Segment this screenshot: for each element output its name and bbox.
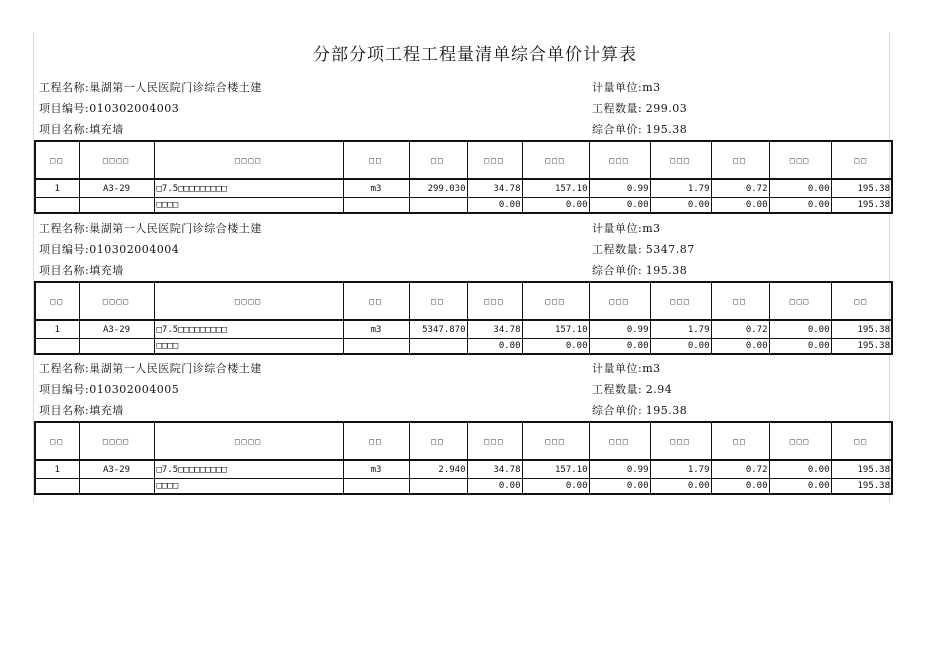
subtotal-profit-cell: 0.00 — [711, 339, 769, 355]
subtotal-quota-name-cell: □□□□ — [154, 479, 343, 495]
column-header-5: □□ — [409, 422, 467, 460]
machine-cell: 0.99 — [589, 179, 650, 198]
unit-label: 计量单位: — [592, 81, 643, 94]
column-header-7: □□□ — [522, 282, 589, 320]
item-name-value: 填充墙 — [89, 404, 124, 417]
item-name-label: 项目名称: — [39, 264, 90, 277]
subtotal-subtotal-cell: 195.38 — [831, 479, 892, 495]
unit-price-label: 综合单价: — [592, 404, 643, 417]
item-block — [34, 77, 891, 214]
seq-cell: 1 — [35, 460, 79, 479]
quantity-value: 5347.87 — [645, 243, 695, 256]
price-table — [34, 140, 893, 214]
table-row — [35, 460, 892, 479]
column-header-3: □□□□ — [154, 141, 343, 179]
project-name-value: 巢湖第一人民医院门诊综合楼土建 — [89, 81, 262, 94]
subtotal-management-cell: 0.00 — [650, 339, 711, 355]
subtotal-quota-name-cell: □□□□ — [154, 339, 343, 355]
subtotal-machine-cell: 0.00 — [589, 339, 650, 355]
unit-price-value: 195.38 — [645, 123, 688, 136]
info-row-item — [34, 400, 891, 421]
unit-price-value: 195.38 — [645, 404, 688, 417]
column-header-12: □□ — [831, 282, 892, 320]
subtotal-row — [35, 198, 892, 214]
project-name-value: 巢湖第一人民医院门诊综合楼土建 — [89, 362, 262, 375]
subtotal-seq-cell — [35, 339, 79, 355]
column-header-7: □□□ — [522, 141, 589, 179]
column-header-9: □□□ — [650, 282, 711, 320]
code-label: 项目编号: — [39, 383, 90, 396]
unit-value: m3 — [642, 81, 661, 94]
subtotal-cell: 195.38 — [831, 460, 892, 479]
column-header-8: □□□ — [589, 141, 650, 179]
column-header-11: □□□ — [769, 282, 831, 320]
unit-label: 计量单位: — [592, 362, 643, 375]
subtotal-quota-code-cell — [79, 479, 154, 495]
table-header-row — [35, 282, 892, 320]
subtotal-row — [35, 479, 892, 495]
subtotal-quantity-cell — [409, 198, 467, 214]
column-header-1: □□ — [35, 141, 79, 179]
column-header-12: □□ — [831, 141, 892, 179]
subtotal-risk-cell: 0.00 — [769, 198, 831, 214]
item-block — [34, 358, 891, 495]
subtotal-profit-cell: 0.00 — [711, 479, 769, 495]
subtotal-material-cell: 0.00 — [522, 339, 589, 355]
column-header-2: □□□□ — [79, 422, 154, 460]
quantity-label: 工程数量: — [592, 383, 643, 396]
column-header-3: □□□□ — [154, 282, 343, 320]
price-table — [34, 281, 893, 355]
code-value: 010302004004 — [89, 243, 180, 256]
column-header-6: □□□ — [467, 282, 522, 320]
column-header-4: □□ — [343, 282, 409, 320]
management-cell: 1.79 — [650, 320, 711, 339]
column-header-3: □□□□ — [154, 422, 343, 460]
column-header-11: □□□ — [769, 422, 831, 460]
column-header-8: □□□ — [589, 282, 650, 320]
unit-cell: m3 — [343, 320, 409, 339]
item-name-value: 填充墙 — [89, 264, 124, 277]
column-header-2: □□□□ — [79, 141, 154, 179]
column-header-6: □□□ — [467, 141, 522, 179]
subtotal-material-cell: 0.00 — [522, 198, 589, 214]
project-name-label: 工程名称: — [39, 81, 90, 94]
labor-cell: 34.78 — [467, 460, 522, 479]
seq-cell: 1 — [35, 320, 79, 339]
item-name-value: 填充墙 — [89, 123, 124, 136]
subtotal-labor-cell: 0.00 — [467, 479, 522, 495]
subtotal-material-cell: 0.00 — [522, 479, 589, 495]
column-header-4: □□ — [343, 141, 409, 179]
unit-price-value: 195.38 — [645, 264, 688, 277]
material-cell: 157.10 — [522, 320, 589, 339]
subtotal-cell: 195.38 — [831, 320, 892, 339]
subtotal-unit-cell — [343, 198, 409, 214]
subtotal-machine-cell: 0.00 — [589, 479, 650, 495]
quantity-value: 299.03 — [645, 102, 688, 115]
code-label: 项目编号: — [39, 243, 90, 256]
subtotal-seq-cell — [35, 479, 79, 495]
info-row-code — [34, 239, 891, 260]
subtotal-quantity-cell — [409, 479, 467, 495]
seq-cell: 1 — [35, 179, 79, 198]
unit-price-label: 综合单价: — [592, 123, 643, 136]
subtotal-cell: 195.38 — [831, 179, 892, 198]
info-row-item — [34, 119, 891, 140]
subtotal-subtotal-cell: 195.38 — [831, 198, 892, 214]
unit-value: m3 — [642, 362, 661, 375]
column-header-10: □□ — [711, 282, 769, 320]
info-row-project — [34, 77, 891, 98]
subtotal-quota-name-cell: □□□□ — [154, 198, 343, 214]
project-name-label: 工程名称: — [39, 222, 90, 235]
column-header-9: □□□ — [650, 422, 711, 460]
column-header-7: □□□ — [522, 422, 589, 460]
risk-cell: 0.00 — [769, 320, 831, 339]
labor-cell: 34.78 — [467, 179, 522, 198]
column-header-2: □□□□ — [79, 282, 154, 320]
column-header-12: □□ — [831, 422, 892, 460]
subtotal-labor-cell: 0.00 — [467, 339, 522, 355]
subtotal-management-cell: 0.00 — [650, 198, 711, 214]
material-cell: 157.10 — [522, 179, 589, 198]
unit-cell: m3 — [343, 179, 409, 198]
column-header-4: □□ — [343, 422, 409, 460]
column-header-5: □□ — [409, 282, 467, 320]
machine-cell: 0.99 — [589, 320, 650, 339]
subtotal-subtotal-cell: 195.38 — [831, 339, 892, 355]
subtotal-row — [35, 339, 892, 355]
risk-cell: 0.00 — [769, 179, 831, 198]
quantity-cell: 299.030 — [409, 179, 467, 198]
code-value: 010302004003 — [89, 102, 180, 115]
info-row-item — [34, 260, 891, 281]
quantity-cell: 5347.870 — [409, 320, 467, 339]
quota-code-cell: A3-29 — [79, 460, 154, 479]
subtotal-risk-cell: 0.00 — [769, 339, 831, 355]
project-name-label: 工程名称: — [39, 362, 90, 375]
quantity-value: 2.94 — [645, 383, 673, 396]
subtotal-management-cell: 0.00 — [650, 479, 711, 495]
subtotal-quota-code-cell — [79, 339, 154, 355]
column-header-8: □□□ — [589, 422, 650, 460]
profit-cell: 0.72 — [711, 320, 769, 339]
column-header-6: □□□ — [467, 422, 522, 460]
subtotal-risk-cell: 0.00 — [769, 479, 831, 495]
profit-cell: 0.72 — [711, 460, 769, 479]
column-header-5: □□ — [409, 141, 467, 179]
column-header-1: □□ — [35, 282, 79, 320]
quantity-label: 工程数量: — [592, 243, 643, 256]
subtotal-quota-code-cell — [79, 198, 154, 214]
quota-code-cell: A3-29 — [79, 179, 154, 198]
quota-name-cell: □7.5□□□□□□□□□ — [154, 320, 343, 339]
price-table — [34, 421, 893, 495]
quantity-label: 工程数量: — [592, 102, 643, 115]
table-row — [35, 320, 892, 339]
subtotal-labor-cell: 0.00 — [467, 198, 522, 214]
item-name-label: 项目名称: — [39, 123, 90, 136]
info-row-code — [34, 98, 891, 119]
column-header-10: □□ — [711, 141, 769, 179]
table-row — [35, 179, 892, 198]
table-header-row — [35, 141, 892, 179]
unit-price-label: 综合单价: — [592, 264, 643, 277]
material-cell: 157.10 — [522, 460, 589, 479]
quantity-cell: 2.940 — [409, 460, 467, 479]
subtotal-unit-cell — [343, 339, 409, 355]
code-value: 010302004005 — [89, 383, 180, 396]
subtotal-profit-cell: 0.00 — [711, 198, 769, 214]
subtotal-unit-cell — [343, 479, 409, 495]
profit-cell: 0.72 — [711, 179, 769, 198]
project-name-value: 巢湖第一人民医院门诊综合楼土建 — [89, 222, 262, 235]
quota-name-cell: □7.5□□□□□□□□□ — [154, 460, 343, 479]
code-label: 项目编号: — [39, 102, 90, 115]
quota-name-cell: □7.5□□□□□□□□□ — [154, 179, 343, 198]
unit-label: 计量单位: — [592, 222, 643, 235]
info-row-project — [34, 218, 891, 239]
table-header-row — [35, 422, 892, 460]
column-header-10: □□ — [711, 422, 769, 460]
subtotal-seq-cell — [35, 198, 79, 214]
management-cell: 1.79 — [650, 179, 711, 198]
info-row-code — [34, 379, 891, 400]
item-name-label: 项目名称: — [39, 404, 90, 417]
unit-cell: m3 — [343, 460, 409, 479]
subtotal-machine-cell: 0.00 — [589, 198, 650, 214]
info-row-project — [34, 358, 891, 379]
unit-value: m3 — [642, 222, 661, 235]
machine-cell: 0.99 — [589, 460, 650, 479]
column-header-9: □□□ — [650, 141, 711, 179]
management-cell: 1.79 — [650, 460, 711, 479]
labor-cell: 34.78 — [467, 320, 522, 339]
item-block — [34, 218, 891, 355]
column-header-11: □□□ — [769, 141, 831, 179]
page-title: 分部分项工程工程量清单综合单价计算表 — [313, 45, 637, 65]
subtotal-quantity-cell — [409, 339, 467, 355]
column-header-1: □□ — [35, 422, 79, 460]
risk-cell: 0.00 — [769, 460, 831, 479]
quota-code-cell: A3-29 — [79, 320, 154, 339]
